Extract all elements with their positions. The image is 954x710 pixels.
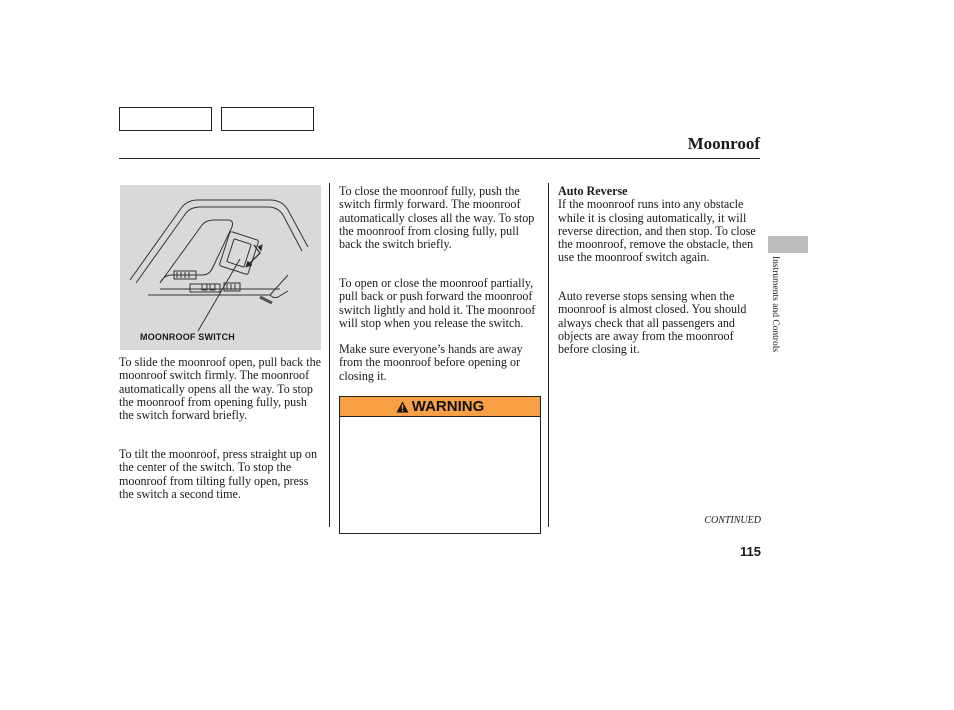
continued-label: CONTINUED [704, 515, 761, 526]
warning-box [339, 396, 541, 534]
figure-caption: MOONROOF SWITCH [140, 332, 235, 342]
warning-label: WARNING [411, 398, 485, 415]
hands-away-paragraph: Make sure everyone’s hands are away from the moonroof before opening or closing it. [339, 342, 523, 383]
auto-reverse-heading: Auto Reverse [558, 184, 628, 198]
section-tab[interactable] [768, 236, 808, 253]
page-title: Moonroof [687, 134, 760, 153]
section-label: Instruments and Controls [770, 256, 780, 353]
auto-reverse-text: If the moonroof runs into any obstacle while it is closing automatically, it will reverse direction, and then stop. To close the moonroof, remove the obstacle, then use the moonroof switch again. [558, 197, 756, 265]
header-divider [119, 158, 760, 159]
nav-button-table-of-contents[interactable] [221, 107, 314, 131]
auto-reverse-sensing-paragraph: Auto reverse stops sensing when the moonroof is almost closed. You should always check that all passengers and objects are away from the moonroof before closing it. [558, 289, 747, 357]
column-divider-1 [329, 183, 330, 527]
moonroof-switch-illustration [120, 185, 321, 350]
overhead-console-drawing [120, 185, 321, 350]
auto-reverse-paragraph [558, 185, 762, 265]
slide-open-paragraph: To slide the moonroof open, pull back the moonroof switch firmly. The moonroof automatically opens all the way. To stop the moonroof from opening fully, push the switch forward briefly. [119, 355, 322, 423]
page-number: 115 [740, 544, 761, 559]
close-fully-paragraph: To close the moonroof fully, push the switch firmly forward. The moonroof automatically closes all the way. To stop the moonroof from closing fully, pull back the switch briefly. [339, 184, 535, 252]
tilt-paragraph: To tilt the moonroof, press straight up on the center of the switch. To stop the moonroof from tilting fully open, press the switch a second time. [119, 447, 318, 501]
column-divider-2 [548, 183, 549, 527]
warning-triangle-icon [396, 401, 409, 413]
warning-header [340, 397, 540, 417]
partial-open-paragraph: To open or close the moonroof partially, pull back or push forward the moonroof switch lightly and hold it. The moonroof will stop when you release the switch. [339, 276, 536, 330]
nav-button-main-menu[interactable] [119, 107, 212, 131]
